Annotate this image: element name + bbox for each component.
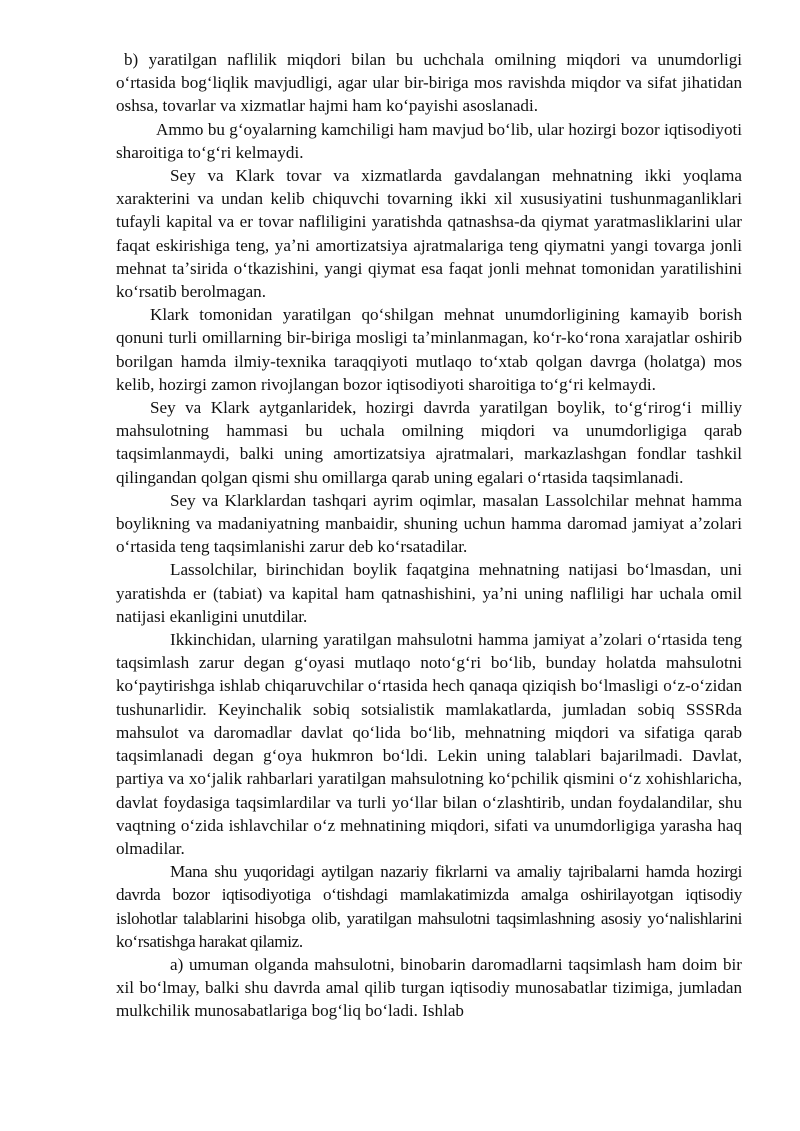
paragraph-lassolchilar-intro: Sey va Klarklardan tashqari ayrim oqimlar, masalan Lassolchilar mehnat hamma boylikning va madaniyatning manbaidir, shuning uchun hamma daromad jamiyat aʼzolari oʻrtasida teng taqsimlanishi zarur deb koʻrsatadilar. [116, 490, 742, 557]
paragraph-klark-qonuni: Klark tomonidan yaratilgan qoʻshilgan mehnat unumdorligining kamayib borish qonuni turli omillarning bir-biriga mosligi taʼminlanmagan, koʻr-koʻrona xarajatlar oshirib borilgan hamda ilmiy-texnika taraqqiyoti mutlaqo toʻxtab qolgan davrga (holatga) mos kelib, hozirgi zamon rivojlangan bozor iqtisodiyoti sharoitiga toʻgʻri kelmaydi. [116, 305, 742, 394]
paragraph-ikkinchidan: Ikkinchidan, ularning yaratilgan mahsulotni hamma jamiyat aʼzolari oʻrtasida teng taqsimlash zarur degan gʻoyasi mutlaqo notoʻgʻri boʻlib, bunday holatda mahsulotni koʻpaytirishga ishlab chiqaruvchilar oʻrtasida hech qanaqa qiziqish boʻlmasligi oʻz-oʻzidan tushunarlidir. Keyinchalik sobiq sotsialistik mamlakatlarda, jumladan sobiq SSSRda mahsulot va daromadlar davlat qoʻlida boʻlib, mehnatning miqdori va sifatiga qarab taqsimlanadi degan gʻoya hukmron boʻldi. Lekin uning talablari bajarilmadi. Davlat, partiya va xoʻjalik rahbarlari yaratilgan mahsulotning koʻpchilik qismini oʻz xohishlaricha, davlat foydasiga taqsimlardilar va turli yoʻllar bilan oʻzlashtirib, undan foydalandilar, shu vaqtning oʻzida ishlavchilar oʻz mehnatining miqdori, sifati va unumdorligiga yarasha haq olmadilar. [116, 630, 742, 858]
paragraph-sey-klark-boylik: Sey va Klark aytganlaridek, hozirgi davrda yaratilgan boylik, toʻgʻrirogʻi milliy mahsulotning hammasi bu uchala omilning miqdori va unumdorligiga qarab taqsimlanmaydi, balki uning amortizatsiya ajratmalari, markazlashgan fondlar tashkil qilingandan qolgan qismi shu omillarga qarab uning egalari oʻrtasida taqsimlanadi. [116, 398, 742, 487]
document-page [116, 48, 742, 1023]
paragraph-b-naflilik: b) yaratilgan naflilik miqdori bilan bu uchchala omilning miqdori va unumdorligi oʻrtasida bogʻliqlik mavjudligi, agar ular bir-biriga mos ravishda miqdor va sifat jihatidan oshsa, tovarlar va xizmatlar hajmi ham koʻpayishi asoslanadi. [116, 50, 742, 116]
paragraph-lassolchilar-birinchidan: Lassolchilar, birinchidan boylik faqatgina mehnatning natijasi boʻlmasdan, uni yaratishda er (tabiat) va kapital ham qatnashishini, yaʼni uning nafliligi har uchala omil natijasi ekanligini unutdilar. [116, 560, 742, 626]
paragraph-a-umuman: a) umuman olganda mahsulotni, binobarin daromadlarni taqsimlash ham doim bir xil boʻlmay, balki shu davrda amal qilib turgan iqtisodiy munosabatlar tizimiga, jumladan mulkchilik munosabatlariga bogʻliq boʻladi. Ishlab [116, 954, 742, 1021]
paragraph-mana-shu: Mana shu yuqoridagi aytilgan nazariy fikrlarni va amaliy tajribalarni hamda hozirgi davrda bozor iqtisodiyotiga oʻtishdagi mamlakatimizda amalga oshirilayotgan iqtisodiy islohotlar talablarini hisobga olib, yaratilgan mahsulotni taqsimlashning asosiy yoʻnalishlarini koʻrsatishga harakat qilamiz. [116, 862, 742, 951]
paragraph-kamchiligi: Ammo bu gʻoyalarning kamchiligi ham mavjud boʻlib, ular hozirgi bozor iqtisodiyoti sharoitiga toʻgʻri kelmaydi. [116, 119, 742, 162]
paragraph-sey-klark-tovar: Sey va Klark tovar va xizmatlarda gavdalangan mehnatning ikki yoqlama xarakterini va undan kelib chiquvchi tovarning ikki xil xususiyatini tushunmaganliklari tufayli kapital va er tovar nafliligini yaratishda qatnashsa-da qiymat yaratmasliklarini ular faqat eskirishiga teng, yaʼni amortizatsiya ajratmalariga teng qiymatni yangi tovarga jonli mehnat taʼsirida oʻtkazishini, yangi qiymat esa faqat jonli mehnat tomonidan yaratilishini koʻrsatib berolmagan. [116, 166, 742, 302]
